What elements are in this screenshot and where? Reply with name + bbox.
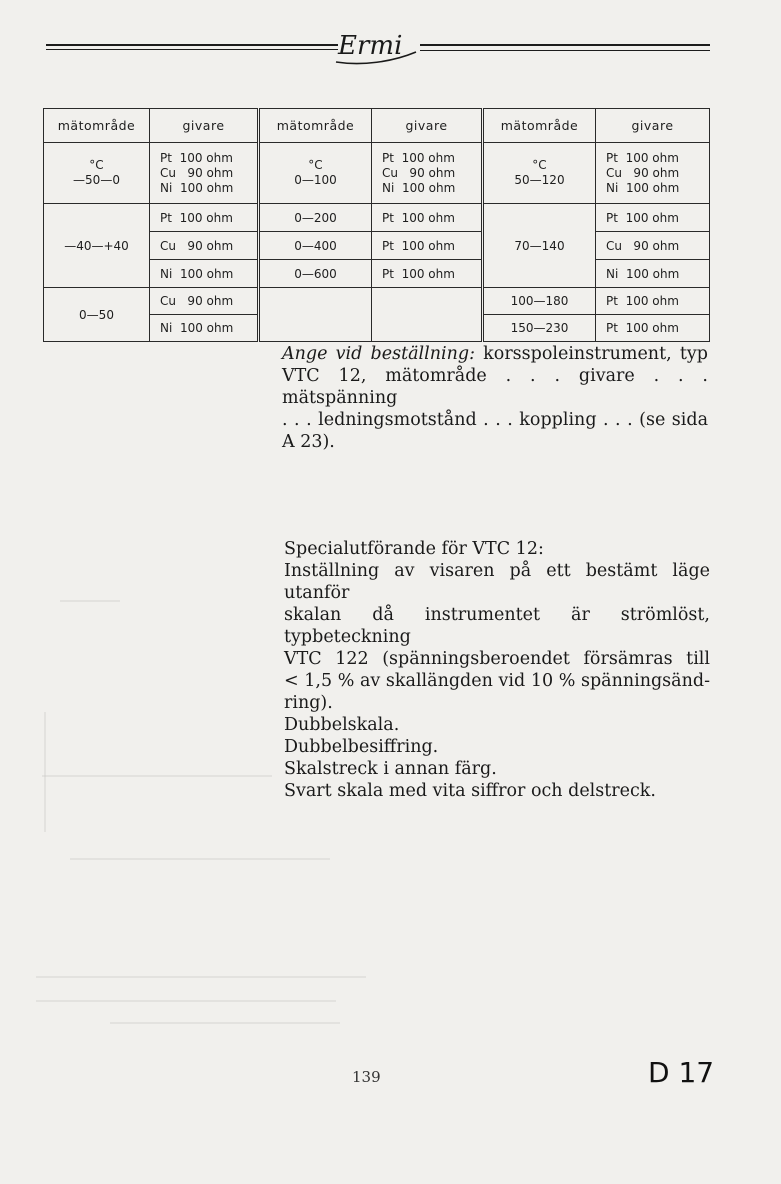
col-header-sensor-2: givare [372,109,483,143]
special-line: skalan då instrumentet är strömlöst, typbeteckning [284,605,710,647]
ordering-text: korsspoleinstrument, typ [474,344,708,364]
unit-label: °C [308,158,323,172]
header-rule-left [46,44,338,46]
range-cell: 100—180 [483,288,596,315]
sensor-value: Pt 100 ohm [160,150,233,165]
range-cell: —40—+40 [44,204,150,288]
sensor-value: Ni 100 ohm [160,180,234,195]
special-item: Svart skala med vita siffror och delstreck. [284,781,656,801]
sensor-cell: Pt 100 ohm [372,260,483,288]
sensor-cell: Pt 100 ohm [596,204,710,232]
range-cell [483,143,596,204]
ordering-note [282,343,708,453]
table-row [44,204,710,232]
range-value: —50—0 [73,173,120,187]
special-heading: Specialutförande för VTC 12: [284,539,544,559]
sensor-cell [150,143,259,204]
ordering-line: VTC 12, mätområde . . . givare . . . mätspänning [282,366,708,408]
table-row [44,143,710,204]
sensor-cell: Cu 90 ohm [150,288,259,315]
bleed-through-mark [44,712,46,832]
range-cell [44,143,150,204]
sensor-cell [372,143,483,204]
svg-text:Ermi: Ermi [338,31,403,61]
range-cell: 0—200 [259,204,372,232]
sensor-cell: Pt 100 ohm [596,315,710,342]
table-header-row [44,109,710,143]
sensor-cell: Cu 90 ohm [150,232,259,260]
special-item: Skalstreck i annan färg. [284,759,497,779]
sensor-cell: Pt 100 ohm [150,204,259,232]
bleed-through-mark [60,600,120,602]
sensor-cell: Pt 100 ohm [372,232,483,260]
sensor-value: Cu 90 ohm [382,165,456,180]
sensor-value: Cu 90 ohm [606,165,680,180]
sensor-range-table [43,108,710,342]
ordering-lead: Ange vid beställning: [282,344,475,364]
range-cell: 0—50 [44,288,150,342]
ordering-line [282,343,708,365]
unit-label: °C [89,158,104,172]
special-item: Dubbelskala. [284,715,400,735]
sensor-value: Pt 100 ohm [606,150,679,165]
empty-cell [259,288,372,342]
table-row [44,288,710,315]
col-header-range-2: mätområde [259,109,372,143]
range-cell: 150—230 [483,315,596,342]
bleed-through-mark [110,1022,340,1024]
special-line: ring). [284,693,333,713]
range-cell: 0—400 [259,232,372,260]
sensor-cell: Ni 100 ohm [150,260,259,288]
sensor-cell: Ni 100 ohm [150,315,259,342]
page-number: 139 [352,1068,381,1086]
sensor-value: Pt 100 ohm [382,150,455,165]
bleed-through-mark [42,775,272,777]
bleed-through-mark [70,858,330,860]
page-code: D 17 [648,1056,715,1089]
ordering-line: . . . ledningsmotstånd . . . koppling . . . (se sida [282,410,708,430]
col-header-range-1: mätområde [44,109,150,143]
sensor-cell [596,143,710,204]
empty-cell [372,288,483,342]
sensor-cell: Pt 100 ohm [596,288,710,315]
sensor-cell: Ni 100 ohm [596,260,710,288]
ordering-line: A 23). [282,432,335,452]
special-line: VTC 122 (spänningsberoendet försämras till [284,649,710,669]
special-item: Dubbelbesiffring. [284,737,439,757]
header-rule-right [420,44,710,46]
sensor-cell: Pt 100 ohm [372,204,483,232]
range-cell: 0—600 [259,260,372,288]
sensor-cell: Cu 90 ohm [596,232,710,260]
bleed-through-mark [36,976,366,978]
col-header-sensor-3: givare [596,109,710,143]
unit-label: °C [532,158,547,172]
ermi-logo [332,22,418,66]
special-line: Inställning av visaren på ett bestämt läge utanför [284,561,710,603]
range-value: 50—120 [514,173,565,187]
special-line: < 1,5 % av skallängden vid 10 % spänningsänd- [284,671,710,691]
range-cell [259,143,372,204]
col-header-range-3: mätområde [483,109,596,143]
sensor-value: Ni 100 ohm [382,180,456,195]
special-versions [284,538,710,802]
bleed-through-mark [36,1000,336,1002]
header-rule-left-thin [46,49,338,50]
header-rule-right-thin [420,50,710,51]
range-cell: 70—140 [483,204,596,288]
sensor-value: Cu 90 ohm [160,165,234,180]
range-value: 0—100 [294,173,337,187]
sensor-value: Ni 100 ohm [606,180,680,195]
col-header-sensor-1: givare [150,109,259,143]
